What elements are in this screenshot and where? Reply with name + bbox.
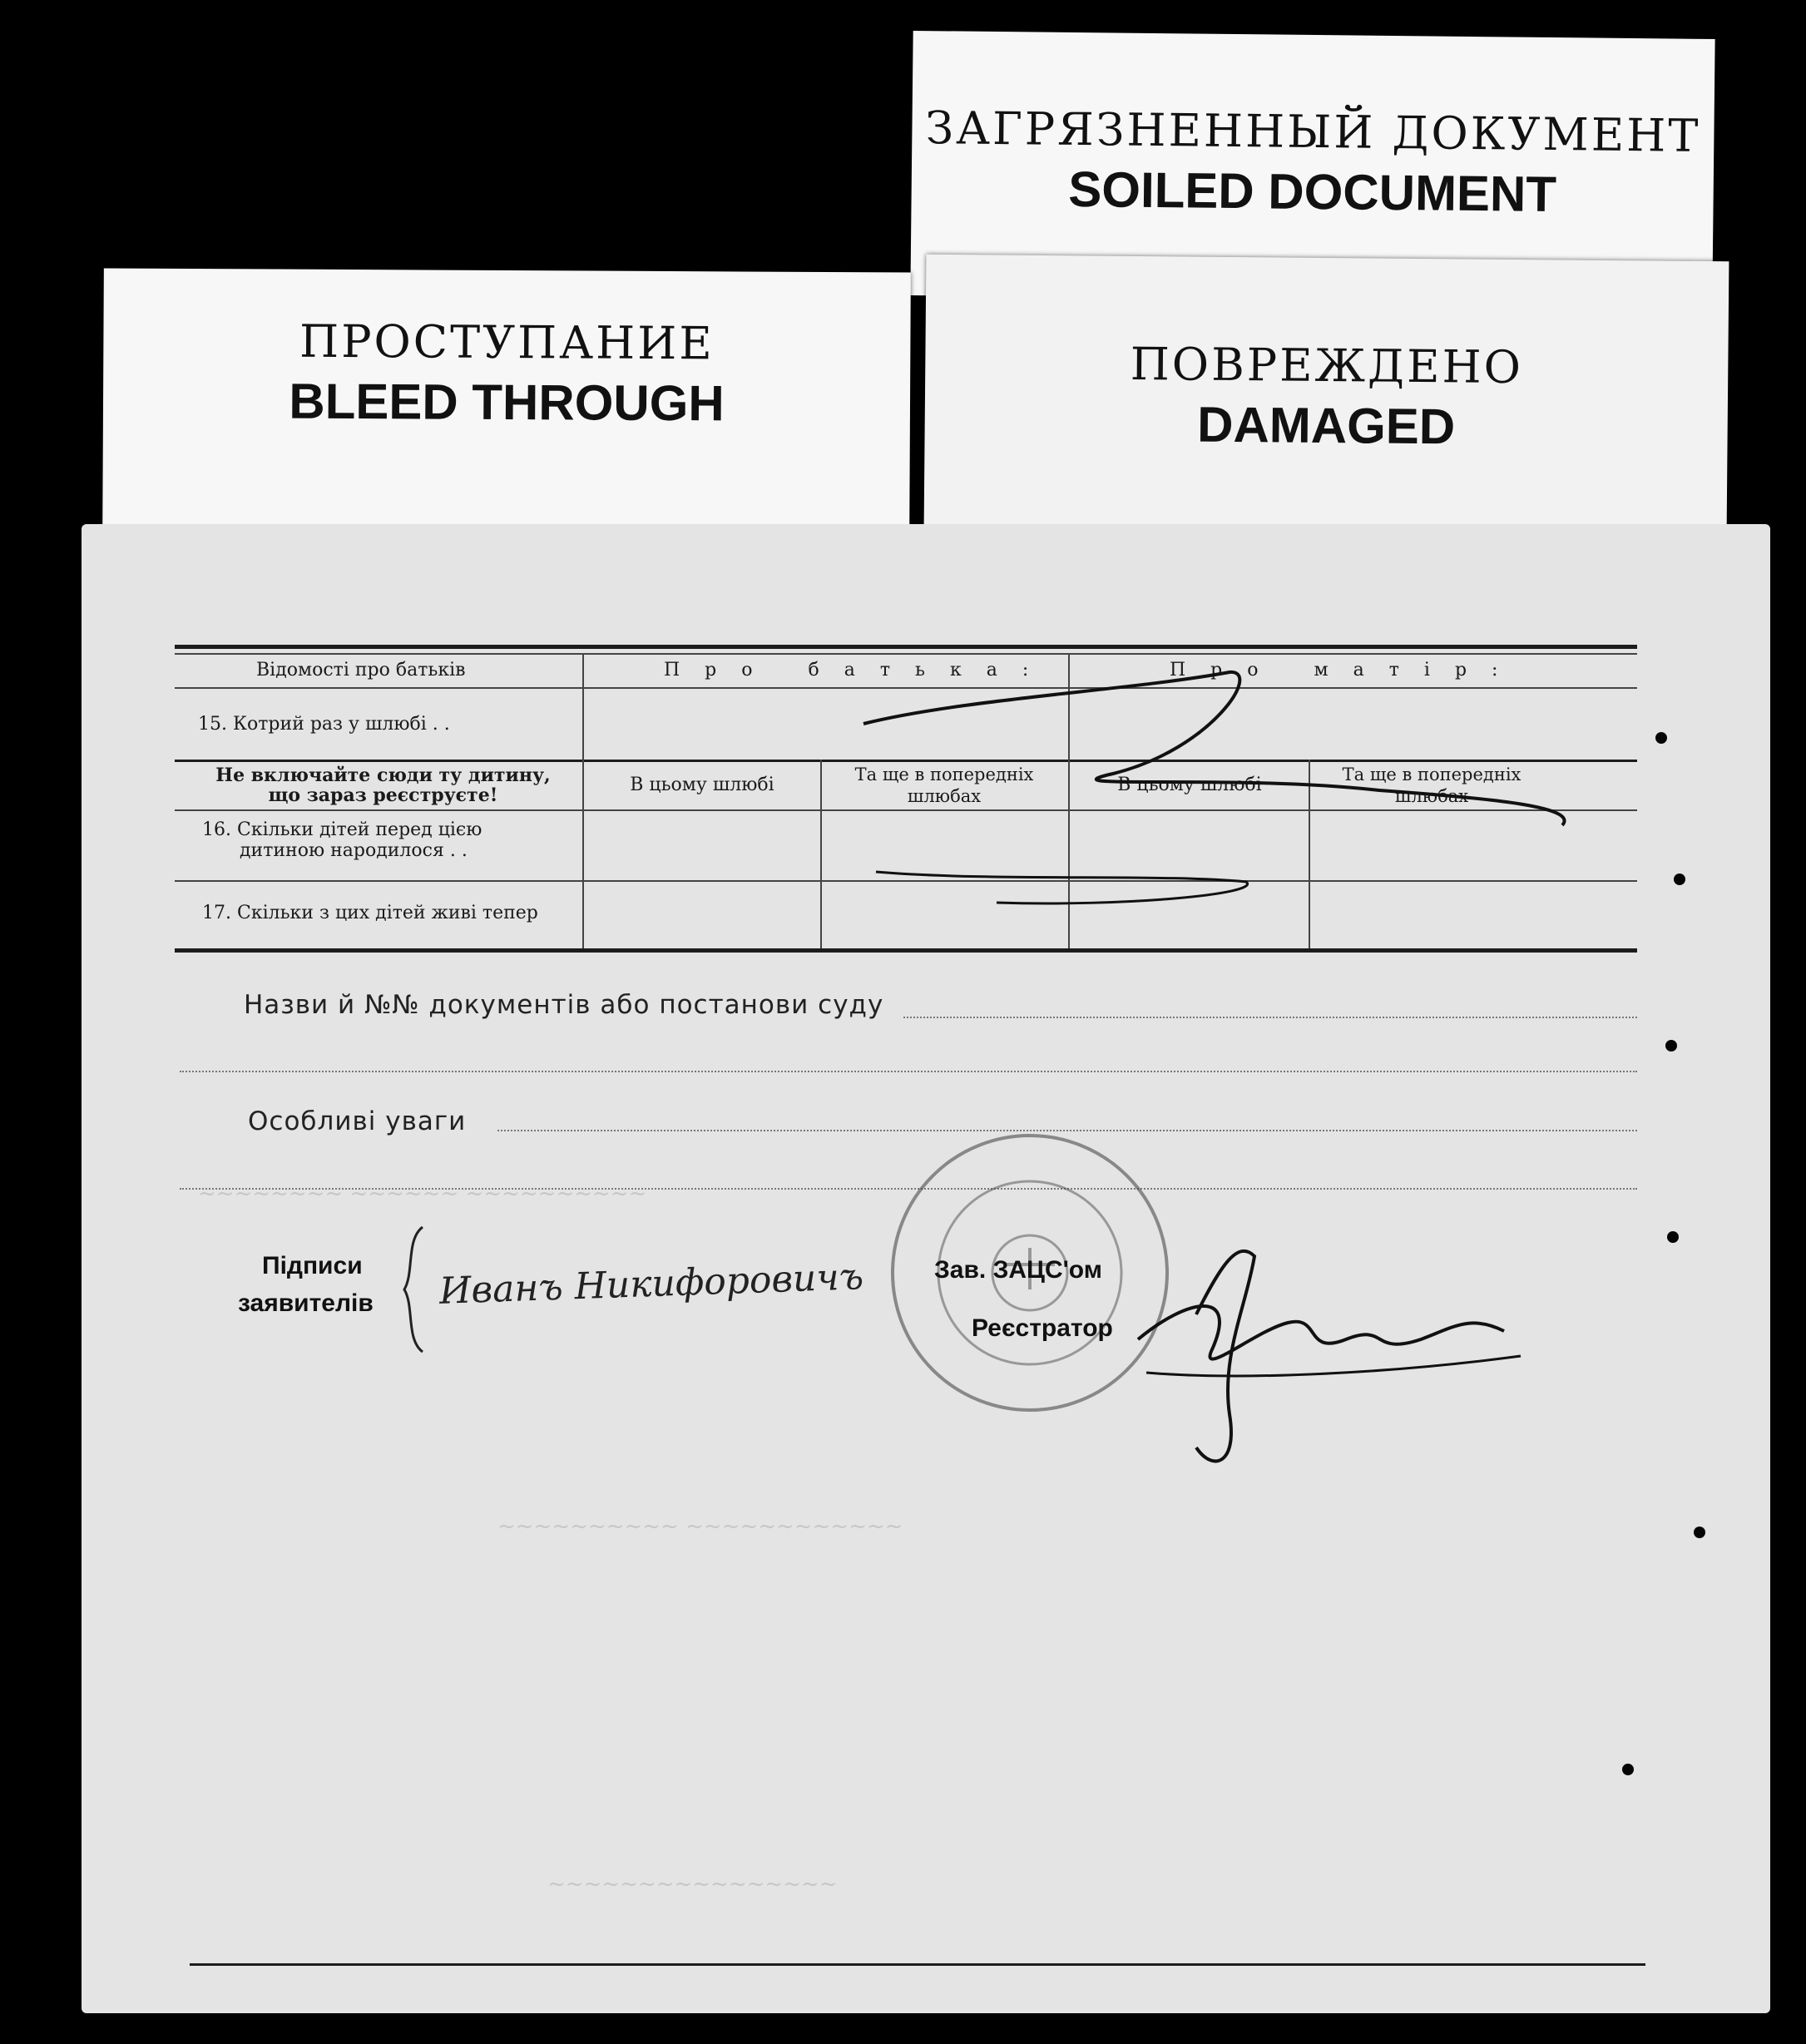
documents-label: Назви й №№ документів або постанови суду: [244, 990, 884, 1020]
bleed-through-card: [102, 268, 911, 542]
registrar-signature: [1121, 1215, 1537, 1481]
row-16-line1: 16. Скільки дітей перед цією: [202, 819, 482, 840]
damaged-en-label: DAMAGED: [1196, 396, 1456, 455]
exclude-note-line2: що зараз реєструєте!: [268, 784, 498, 806]
soiled-ru-label: ЗАГРЯЗНЕННЫЙ ДОКУМЕНТ: [925, 101, 1701, 162]
bleed-through-ink-3: ~~~~~~~~~~~~~~~~: [547, 1872, 838, 1897]
punch-hole: [1665, 1040, 1677, 1052]
bleed-ru-label: ПРОСТУПАНИЕ: [299, 314, 715, 370]
bleed-through-ink-2: ~~~~~~~~~~ ~~~~~~~~~~~~: [497, 1514, 903, 1539]
header-about-mother: Про матір:: [1170, 660, 1523, 681]
signatures-label-line2: заявителів: [238, 1289, 374, 1317]
punch-hole: [1622, 1764, 1634, 1775]
sub-previous-marriages-mother: Та ще в попередніх шлюбах: [1342, 765, 1521, 806]
exclude-note-line1: Не включайте сюди ту дитину,: [215, 765, 551, 786]
row-17-label: 17. Скільки з цих дітей живі тепер: [202, 903, 538, 923]
documents-field-2: [180, 1071, 1637, 1072]
documents-field: [903, 1017, 1637, 1018]
punch-hole: [1674, 874, 1685, 885]
remarks-label: Особливі уваги: [248, 1106, 467, 1136]
header-parents-info: Відомості про батьків: [256, 660, 466, 681]
registrar-label: Реєстратор: [972, 1314, 1113, 1342]
punch-hole: [1667, 1231, 1679, 1243]
bleed-en-label: BLEED THROUGH: [289, 373, 725, 432]
damaged-card: [924, 255, 1729, 537]
applicant-signature: Иванъ Никифоровичъ: [438, 1255, 864, 1313]
signatures-label-line1: Підписи: [262, 1252, 363, 1279]
head-zags-label: Зав. ЗАЦС'ом: [934, 1256, 1102, 1284]
header-about-father: Про батька:: [664, 660, 1054, 681]
document-page: [82, 524, 1770, 2013]
signatures-brace: [398, 1223, 431, 1356]
punch-hole: [1655, 732, 1667, 744]
damaged-ru-label: ПОВРЕЖДЕНО: [1130, 337, 1524, 394]
sub-this-marriage-father: В цьому шлюбі: [630, 775, 774, 795]
punch-hole: [1694, 1527, 1705, 1538]
sub-previous-marriages-father: Та ще в попередніх шлюбах: [854, 765, 1034, 806]
sub-this-marriage-mother: В цьому шлюбі: [1117, 775, 1262, 795]
bleed-through-ink: ~~~~~~~~ ~~~~~~ ~~~~~~~~~~: [198, 1181, 647, 1206]
row-15-label: 15. Котрий раз у шлюбі . .: [198, 714, 450, 735]
row-16-line2: дитиною народилося . .: [240, 840, 468, 861]
bottom-rule: [190, 1963, 1645, 1966]
soiled-en-label: SOILED DOCUMENT: [1068, 161, 1557, 223]
